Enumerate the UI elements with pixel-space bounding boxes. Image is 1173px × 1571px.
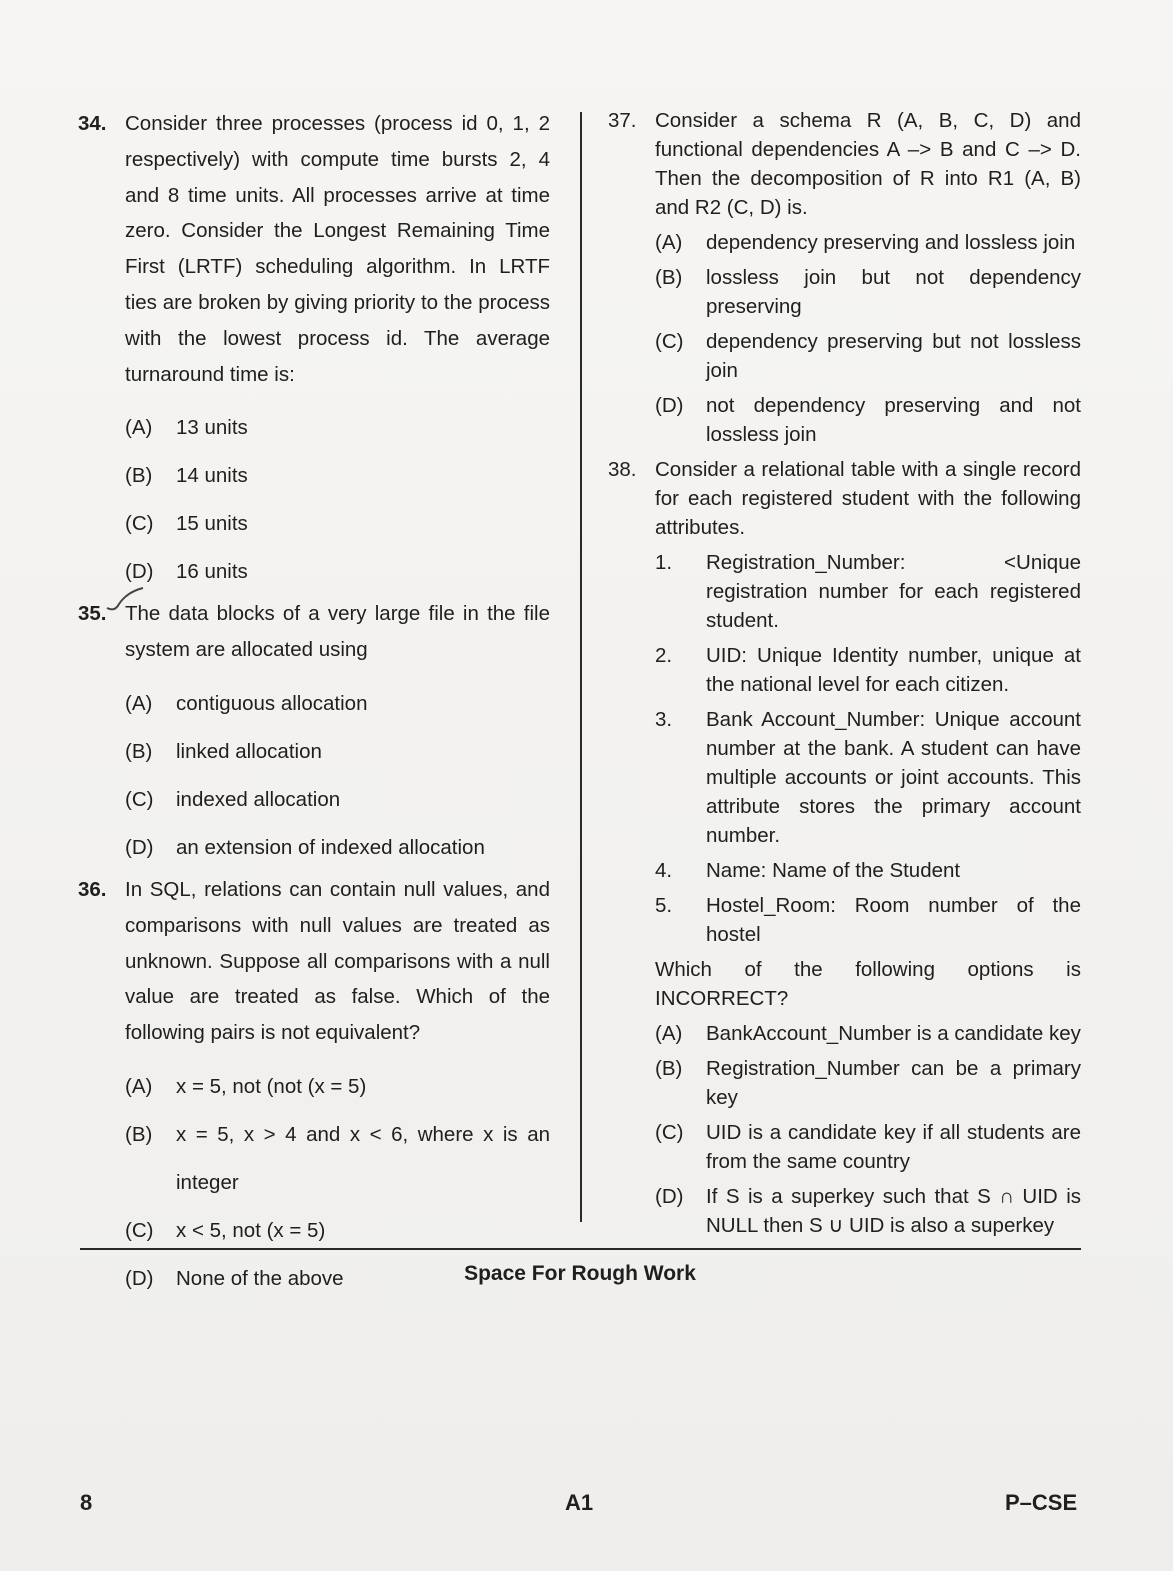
option-label: (D) [655, 394, 684, 417]
option-text: Registration_Number can be a primary key [706, 1057, 1081, 1109]
booklet-code: A1 [565, 1490, 594, 1515]
option-a [125, 1063, 550, 1111]
option-d [655, 1182, 1081, 1240]
option-text: dependency preserving but not lossless join [706, 330, 1081, 382]
option-b [655, 1054, 1081, 1112]
question-37 [608, 106, 1081, 449]
option-c [655, 1118, 1081, 1176]
attribute-item [655, 705, 1081, 850]
question-34 [78, 106, 550, 596]
option-text: x = 5, not (not (x = 5) [176, 1074, 367, 1098]
option-text: x = 5, x > 4 and x < 6, where x is an integer [176, 1122, 550, 1194]
options-list [125, 680, 550, 872]
option-label: (B) [655, 1057, 683, 1080]
option-text: not dependency preserving and not lossless join [706, 394, 1081, 446]
option-label: (B) [125, 464, 153, 488]
attribute-number: 1. [655, 551, 673, 574]
page-number: 8 [80, 1490, 93, 1515]
option-a [125, 404, 550, 452]
rough-work-divider [80, 1248, 1081, 1250]
option-label: (D) [125, 560, 154, 584]
option-text: BankAccount_Number is a candidate key [706, 1022, 1081, 1045]
attribute-text: Registration_Number: <Unique registration number for each registered student. [706, 551, 1081, 632]
pen-tick-mark [105, 586, 145, 614]
option-c [655, 327, 1081, 385]
question-number: 38. [608, 458, 637, 481]
column-divider [580, 112, 582, 1222]
option-c [125, 500, 550, 548]
attribute-number: 2. [655, 644, 673, 667]
option-text: x < 5, not (x = 5) [176, 1218, 326, 1242]
option-d [125, 824, 550, 872]
attribute-number: 3. [655, 708, 673, 731]
option-a [125, 680, 550, 728]
option-text: indexed allocation [176, 787, 341, 811]
attribute-text: Hostel_Room: Room number of the hostel [706, 894, 1081, 946]
option-text: 13 units [176, 416, 248, 440]
options-list [655, 228, 1081, 449]
option-label: (A) [125, 1074, 153, 1098]
option-label: (C) [125, 787, 154, 811]
option-label: (D) [655, 1185, 684, 1208]
option-text: 14 units [176, 464, 248, 488]
rough-work-label: Space For Rough Work [464, 1262, 696, 1285]
option-label: (B) [125, 739, 153, 763]
question-prompt: Which of the following options is INCORRECT? [655, 958, 1081, 1010]
attribute-number: 4. [655, 859, 673, 882]
question-text: The data blocks of a very large file in the file system are allocated using [125, 602, 550, 662]
option-label: (C) [125, 1218, 154, 1242]
question-36 [78, 872, 550, 1303]
option-b [655, 263, 1081, 321]
option-text: 16 units [176, 560, 248, 584]
question-38 [608, 455, 1081, 1240]
attribute-item [655, 641, 1081, 699]
option-label: (A) [655, 1022, 683, 1045]
options-list [125, 404, 550, 596]
option-text: contiguous allocation [176, 691, 368, 715]
option-label: (A) [125, 416, 153, 440]
attribute-text: Name: Name of the Student [706, 859, 961, 882]
option-text: If S is a superkey such that S ∩ UID is NULL then S ∪ UID is also a superkey [706, 1185, 1081, 1237]
question-number: 37. [608, 109, 637, 132]
option-label: (C) [655, 330, 684, 353]
option-b [125, 1111, 550, 1207]
option-a [655, 228, 1081, 257]
option-text: UID is a candidate key if all students are from the same country [706, 1121, 1081, 1173]
option-text: lossless join but not dependency preserving [706, 266, 1081, 318]
option-label: (A) [125, 691, 153, 715]
option-d [655, 391, 1081, 449]
option-text: dependency preserving and lossless join [706, 231, 1076, 254]
option-c [125, 776, 550, 824]
option-label: (D) [125, 1266, 154, 1290]
attribute-number: 5. [655, 894, 673, 917]
question-text: Consider a relational table with a single record for each registered student with the following attributes. [655, 458, 1081, 539]
question-text: Consider a schema R (A, B, C, D) and functional dependencies A –> B and C –> D. Then the decomposition of R into R1 (A, B) and R2 (C, D) is. [655, 109, 1081, 219]
attribute-item [655, 856, 1081, 885]
option-text: linked allocation [176, 739, 322, 763]
options-list [655, 1019, 1081, 1240]
question-35 [78, 596, 550, 872]
option-label: (D) [125, 835, 154, 859]
attribute-item [655, 548, 1081, 635]
left-column [78, 106, 550, 1303]
attribute-text: UID: Unique Identity number, unique at the national level for each citizen. [706, 644, 1081, 696]
question-number: 34. [78, 112, 107, 135]
right-column [608, 106, 1081, 1246]
option-label: (A) [655, 231, 683, 254]
attribute-text: Bank Account_Number: Unique account number at the bank. A student can have multiple accounts or joint accounts. This attribute stores the primary account number. [706, 708, 1081, 847]
attribute-item [655, 891, 1081, 949]
option-d [125, 548, 550, 596]
option-label: (C) [655, 1121, 684, 1144]
question-number: 36. [78, 877, 107, 901]
question-number: 35. [78, 602, 107, 626]
option-text: None of the above [176, 1266, 344, 1290]
option-b [125, 452, 550, 500]
question-text: Consider three processes (process id 0, 1, 2 respectively) with compute time bursts 2, 4 and 8 time units. All processes arrive at time zero. Consider the Longest Remaining Time First (LRTF) scheduling algorithm. In LRTF ties are broken by giving priority to the process with the lowest process id. The average turnaround time is: [125, 112, 550, 386]
option-label: (C) [125, 512, 154, 536]
attribute-list [655, 548, 1081, 949]
option-text: an extension of indexed allocation [176, 835, 485, 859]
option-label: (B) [655, 266, 683, 289]
option-a [655, 1019, 1081, 1048]
question-text: In SQL, relations can contain null values, and comparisons with null values are treated as unknown. Suppose all comparisons with a null value are treated as false. Which of the following pairs is not equivalent? [125, 877, 550, 1045]
option-label: (B) [125, 1122, 153, 1146]
paper-code: P–CSE [1005, 1490, 1078, 1515]
option-b [125, 728, 550, 776]
option-text: 15 units [176, 512, 248, 536]
